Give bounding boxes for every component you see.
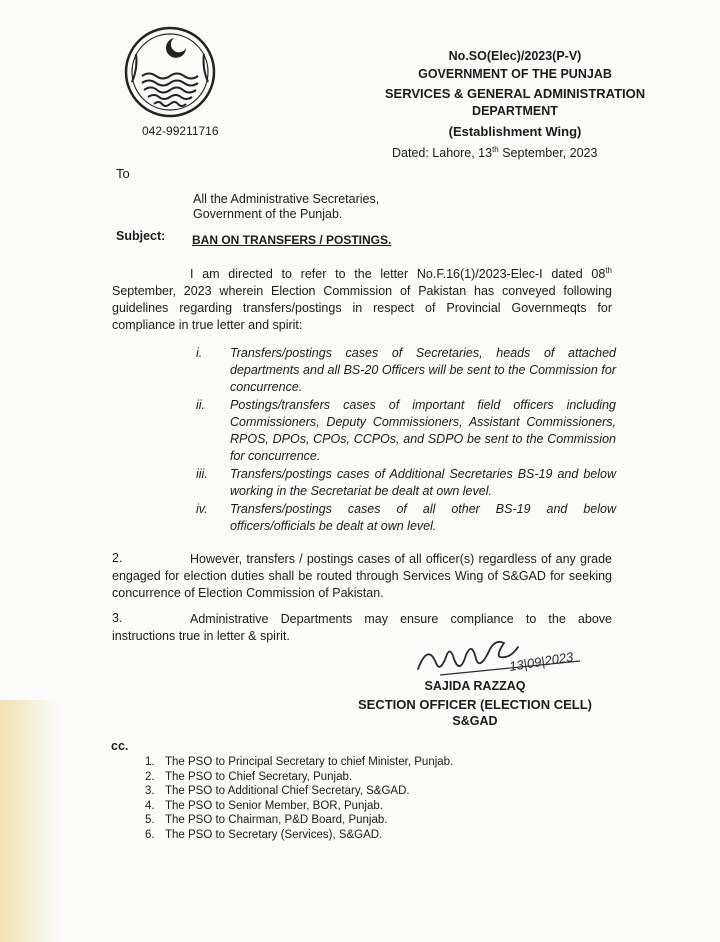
cc-label: cc.	[111, 739, 129, 753]
signer-name: SAJIDA RAZZAQ	[424, 679, 526, 693]
to-label: To	[116, 166, 130, 181]
subject-text: BAN ON TRANSFERS / POSTINGS.	[192, 233, 392, 247]
paragraph-3: Administrative Departments may ensure compliance to the above instructions true in letter & spirit.	[112, 612, 612, 643]
list-item: 5. The PSO to Chairman, P&D Board, Punjab.	[145, 814, 388, 826]
signature-date: 13|09|2023	[508, 649, 575, 674]
signer-department: S&GAD	[452, 714, 498, 728]
date-line: Dated: Lahore, 13th September, 2023	[392, 145, 598, 161]
punjab-government-emblem-icon	[122, 24, 218, 120]
page-shadow	[0, 700, 60, 942]
paragraph-3-number: 3.	[112, 611, 123, 625]
government-title: GOVERNMENT OF THE PUNJAB	[418, 67, 612, 81]
list-item: 2. The PSO to Chief Secretary, Punjab.	[145, 770, 353, 783]
guideline-item: i. Transfers/postings cases of Secretaries, heads of attached departments and all BS-20 Officers will be sent to the Commission for concurrence.	[196, 346, 616, 394]
guidelines-list	[196, 345, 616, 536]
addressee-block	[193, 192, 379, 222]
paragraph-1: I am directed to refer to the letter No.F.16(1)/2023-Elec-I dated 08th September, 2023 wherein Election Commission of Pakistan has conveyed following guidelines regarding transfers/postings in respect of Provincial Governmeqts for compliance in true letter and spirit:	[112, 266, 612, 333]
paragraph-2: However, transfers / postings cases of all officer(s) regardless of any grade engaged for election duties shall be routed through Services Wing of S&GAD for seeking concurrence of Election Commission of Pakistan.	[112, 552, 612, 600]
department-line-1: SERVICES & GENERAL ADMINISTRATION	[384, 86, 646, 101]
guideline-item: iii. Transfers/postings cases of Additional Secretaries BS-19 and below working in the Secretariat be dealt at own level.	[196, 467, 616, 498]
reference-number: No.SO(Elec)/2023(P-V)	[448, 49, 582, 63]
guideline-item: ii. Postings/transfers cases of important field officers including Commissioners, Deputy Commissioners, Assistant Commissioners, RPOS, DPOs, CPOs, CCPOs, and SDPO be sent to the Commission for concurrence.	[196, 398, 616, 463]
addressee-line-1: All the Administrative Secretaries,	[193, 192, 380, 206]
wing-name: (Establishment Wing)	[448, 124, 582, 139]
phone-number: 042-99211716	[142, 124, 219, 138]
cc-list	[145, 755, 453, 842]
department-line-2: DEPARTMENT	[472, 104, 558, 118]
list-item: 6. The PSO to Secretary (Services), S&GAD.	[145, 828, 383, 841]
handwritten-signature	[410, 633, 590, 683]
paragraph-2-number: 2.	[112, 551, 123, 565]
list-item: 3. The PSO to Additional Chief Secretary, S&GAD.	[145, 785, 410, 797]
list-item: 4. The PSO to Senior Member, BOR, Punjab.	[145, 799, 383, 812]
addressee-line-2: Government of the Punjab.	[193, 207, 343, 221]
list-item: 1. The PSO to Principal Secretary to chief Minister, Punjab.	[145, 756, 454, 768]
guideline-item: iv. Transfers/postings cases of all other BS-19 and below officers/officials be dealt at own level.	[196, 502, 616, 533]
signer-title: SECTION OFFICER (ELECTION CELL)	[358, 697, 592, 712]
subject-label: Subject:	[116, 229, 166, 243]
